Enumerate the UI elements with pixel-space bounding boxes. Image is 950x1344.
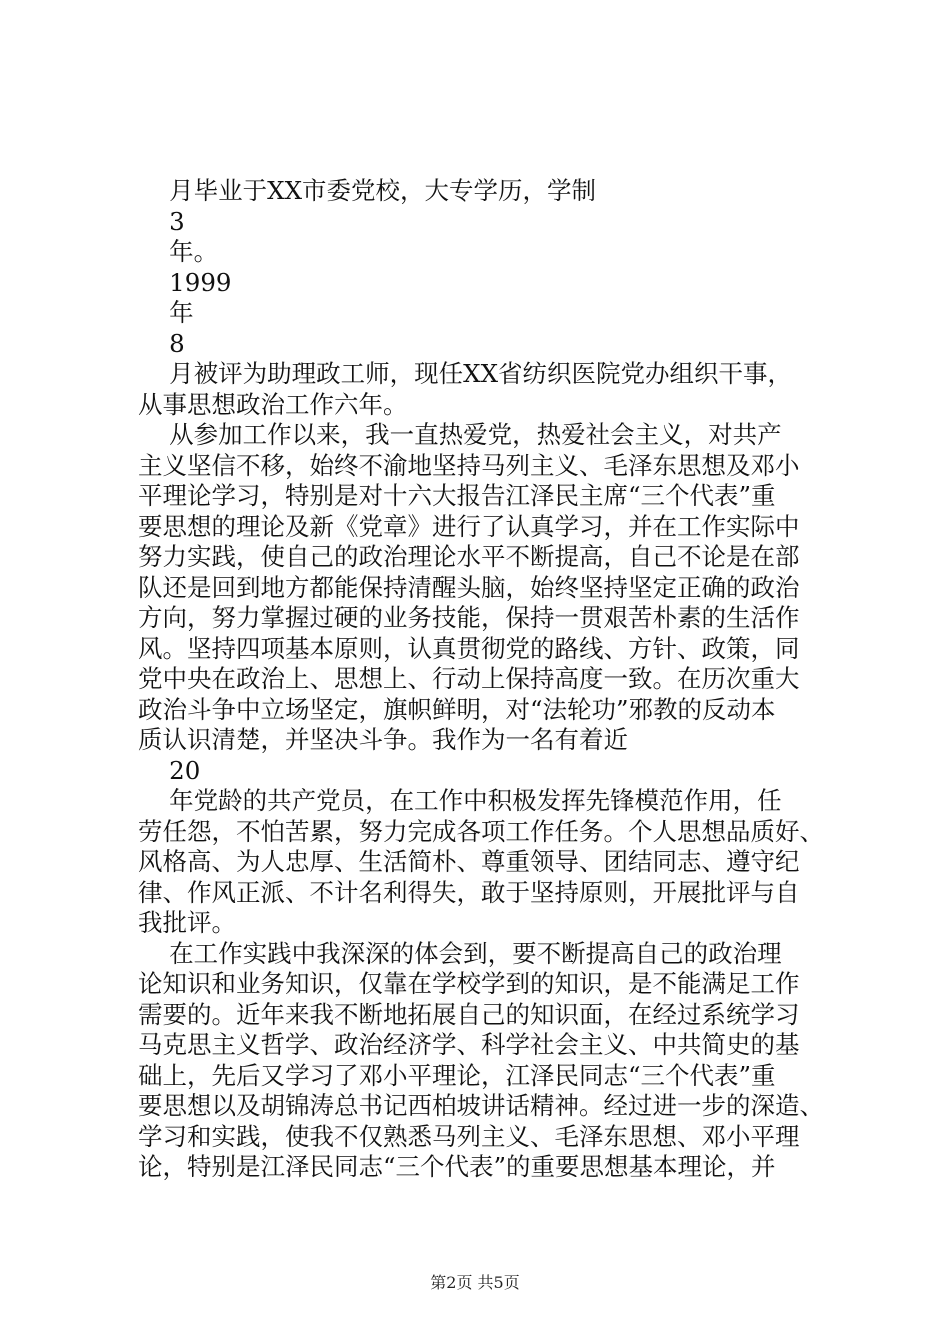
text-line: 础上，先后又学习了邓小平理论，江泽民同志“三个代表”重 bbox=[138, 1060, 776, 1090]
text-line: 政治斗争中立场坚定，旗帜鲜明，对“法轮功”邪教的反动本 bbox=[138, 694, 776, 724]
text-line: 在工作实践中我深深的体会到，要不断提高自己的政治理 bbox=[138, 938, 782, 968]
text-line: 主义坚信不移，始终不渝地坚持马列主义、毛泽东思想及邓小 bbox=[138, 450, 800, 480]
text-line: 要思想以及胡锦涛总书记西柏坡讲话精神。经过进一步的深造、 bbox=[138, 1091, 824, 1120]
text-line: 方向，努力掌握过硬的业务技能，保持一贯艰苦朴素的生活作 bbox=[138, 603, 800, 632]
text-line: 3 bbox=[138, 206, 185, 236]
text-line: 年。 bbox=[138, 237, 219, 266]
text-line: 1999 bbox=[138, 267, 232, 297]
text-line: 党中央在政治上、思想上、行动上保持高度一致。在历次重大 bbox=[138, 664, 800, 693]
text-line: 风。坚持四项基本原则，认真贯彻党的路线、方针、政策，同 bbox=[138, 633, 800, 663]
text-line: 律、作风正派、不计名利得失，敢于坚持原则，开展批评与自 bbox=[138, 877, 800, 907]
text-line: 论知识和业务知识，仅靠在学校学到的知识，是不能满足工作 bbox=[138, 969, 800, 998]
text-line: 论，特别是江泽民同志“三个代表”的重要思想基本理论，并 bbox=[138, 1152, 776, 1181]
text-line: 20 bbox=[138, 755, 201, 785]
text-line: 年党龄的共产党员，在工作中积极发挥先锋模范作用，任 bbox=[138, 786, 782, 815]
text-line: 8 bbox=[138, 328, 185, 358]
text-line: 从参加工作以来，我一直热爱党，热爱社会主义，对共产 bbox=[138, 420, 782, 449]
text-line: 月被评为助理政工师，现任XX省纺织医院党办组织干事， bbox=[138, 359, 793, 388]
text-line: 风格高、为人忠厚、生活简朴、尊重领导、团结同志、遵守纪 bbox=[138, 847, 800, 876]
text-line: 平理论学习，特别是对十六大报告江泽民主席“三个代表”重 bbox=[138, 481, 776, 510]
text-line: 年 bbox=[138, 298, 194, 327]
text-line: 队还是回到地方都能保持清醒头脑，始终坚持坚定正确的政治 bbox=[138, 572, 800, 602]
text-line: 劳任怨，不怕苦累，努力完成各项工作任务。个人思想品质好、 bbox=[138, 816, 824, 846]
text-line: 需要的。近年来我不断地拓展自己的知识面，在经过系统学习 bbox=[138, 999, 800, 1029]
text-line: 努力实践，使自己的政治理论水平不断提高，自己不论是在部 bbox=[138, 542, 800, 571]
text-line: 要思想的理论及新《党章》进行了认真学习，并在工作实际中 bbox=[138, 511, 800, 541]
text-line: 月毕业于XX市委党校，大专学历，学制 bbox=[138, 176, 597, 205]
text-line: 学习和实践，使我不仅熟悉马列主义、毛泽东思想、邓小平理 bbox=[138, 1121, 800, 1151]
body-text bbox=[138, 176, 838, 1183]
text-line: 我批评。 bbox=[138, 908, 236, 937]
text-line: 从事思想政治工作六年。 bbox=[138, 389, 408, 419]
page-footer: 第2页 共5页 bbox=[430, 1273, 520, 1292]
text-line: 质认识清楚，并坚决斗争。我作为一名有着近 bbox=[138, 725, 628, 754]
text-line: 马克思主义哲学、政治经济学、科学社会主义、中共简史的基 bbox=[138, 1030, 800, 1059]
